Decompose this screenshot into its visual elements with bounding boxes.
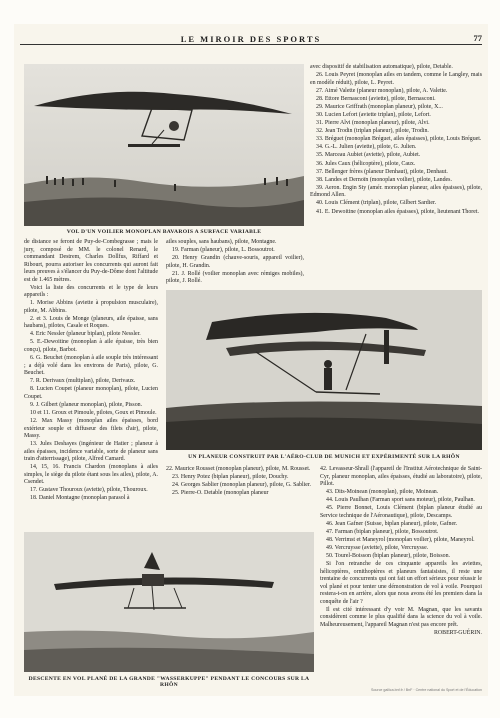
magazine-title: LE MIROIR DES SPORTS xyxy=(180,34,322,44)
paragraph: 47. Farman (biplan planeur), pilote, Bossoutrot. xyxy=(326,528,439,535)
header-rule xyxy=(20,44,482,45)
paragraph: 27. Aimé Valette (planeur monoplan), pilote, A. Valette. xyxy=(316,87,448,94)
paragraph: 1. Morise Abbins (aviette à propulsion musculaire), pilote, M. Abbins. xyxy=(24,300,158,314)
paragraph: 2. et 3. Louis de Monge (planeurs, aile épaisse, sans haubans), pilotes, Casale et Roques. xyxy=(24,315,158,330)
paragraph: 10 et 11. Groux et Pimoule, pilotes, Goux et Pimoule. xyxy=(30,409,157,416)
paragraph: 21. J. Rollé (voilier monoplan avec rémiges mobiles), pilote, J. Rollé. xyxy=(166,270,304,285)
paragraph: ailes souples, sans haubans), pilote, Montagne. xyxy=(166,239,277,245)
paragraph: 50. Tourel-Boisson (biplan planeur), pilote, Boisson. xyxy=(326,553,450,560)
paragraph: 45. Pierre Bonnet, Louis Clément (biplan planeur étudié au Service technique de l'Aéronautique), pilote, Descamps. xyxy=(320,505,482,519)
author-signature: ROBERT-GUÉRIN. xyxy=(433,630,482,637)
paragraph: 18. Daniel Montagne (monoplan parasol à xyxy=(30,495,130,502)
paragraph: 26. Louis Peyret (monoplan ailes en tandem, comme le Langley, mais en modèle réduit), pilote, L. Peyret. xyxy=(310,72,482,86)
paragraph: 6. G. Beuchet (monoplan à aile souple très intéressant ; a déjà volé dans les environs de Paris), pilote, G. Beuchet. xyxy=(24,355,158,377)
paragraph: 20. Henry Grandin (chauve-souris, appareil voilier), pilote, H. Grandin. xyxy=(166,255,304,269)
paragraph: 33. Bréguet (monoplan Bréguet, ailes épaisses), pilote, Louis Bréguet. xyxy=(316,136,482,143)
paragraph: avec dispositif de stabilisation automatique), pilote, Detable. xyxy=(310,64,453,70)
paragraph: 36. Jules Caux (hélicoptère), pilote, Caux. xyxy=(316,160,416,167)
photo-munich-glider xyxy=(166,290,482,450)
paragraph: 17. Gustave Thouroux (aviette), pilote, Thouroux. xyxy=(30,487,148,494)
paragraph: 34. G.-L. Julien (aviette), pilote, G. Julien. xyxy=(316,144,417,151)
paragraph: 44. Louis Paulhan (Farman sport sans moteur), pilote, Paulhan. xyxy=(326,497,475,504)
text-column-right-top xyxy=(310,64,482,217)
paragraph: 14, 15, 16. Francis Chardon (monoplans à ailes simples, le siège du pilote étant sous les ailes), pilote, A. Csendet. xyxy=(24,464,158,486)
paragraph: 32. Jean Trodin (triplan planeur), pilote, Trodin. xyxy=(316,128,429,135)
text-column-left xyxy=(24,239,158,504)
caption-top: VOL D'UN VOILIER MONOPLAN BAVAROIS A SURFACE VARIABLE xyxy=(66,229,262,235)
paragraph: Si l'on retranche de ces cinquante appareils les aviettes, hélicoptères, ornithoptères et planeurs fantaisistes, il reste une trentaine de concurrents qui ont fait un effort sérieux pour réussir le vol plané et pour tenter une démonstration de vol à voile. Pourquoi restera-t-on en arrière, alors que nous avons été les premiers dans la conquête de l'air ? xyxy=(320,561,482,605)
paragraph: 24. Georges Sablier (monoplan planeur), pilote, G. Sablier. xyxy=(172,482,311,489)
paragraph: 37. Bellenger frères (planeur Denhaut), pilote, Denhaut. xyxy=(316,168,448,175)
page-number: 77 xyxy=(473,33,482,43)
paragraph: 12. Max Massy (monoplan ailes épaisses, bord extérieur souple et diffuseur des filets d'air), pilote, Massy. xyxy=(24,418,158,440)
paragraph: 23. Henry Potez (biplan planeur), pilote, Douchy. xyxy=(172,474,289,481)
paragraph: 38. Landes et Dernoïn (monoplan voilier), pilote, Landes. xyxy=(316,176,452,183)
paragraph: 46. Jean Gafner (Suisse, biplan planeur), pilote, Gafner. xyxy=(326,520,458,527)
paragraph: 13. Jules Deshayes (ingénieur de Hatier ; planeur à ailes épaisses, incidence variable, sorte de planeur sans train d'atterrissage), pilote, Alfred Camard. xyxy=(24,441,158,463)
paragraph: 8. Lucien Coupet (planeur monoplan), pilote, Lucien Coupet. xyxy=(24,386,158,400)
photo-bavarian-glider xyxy=(24,64,304,226)
paragraph: 25. Pierre-O. Detable (monoplan planeur xyxy=(172,490,269,497)
paragraph: 41. E. Dewoitine (monoplan ailes épaisses), pilote, lieutenant Thoret. xyxy=(316,208,479,215)
text-column-middle-bottom xyxy=(166,466,314,498)
paragraph: 49. Vercruysse (aviette), pilote, Vercruysse. xyxy=(326,545,429,552)
paragraph: 39. Aeron. Engin Sty (amér. monoplan planeur, ailes épaisses), pilote, Edmond Allen. xyxy=(310,184,482,199)
caption-middle: UN PLANEUR CONSTRUIT PAR L'AÉRO-CLUB DE MUNICH ET EXPÉRIMENTÉ SUR LA RHÔN xyxy=(188,454,460,460)
magazine-page xyxy=(14,24,488,696)
paragraph: 30. Lucien Lefort (aviette triplan), pilote, Lefort. xyxy=(316,111,431,118)
source-footer: Source gallica.bnf.fr / BnF · Centre national du Sport et de l'Éducation xyxy=(371,688,482,692)
paragraph: 29. Maurice Griffrath (monoplan planeur), pilote, X... xyxy=(316,103,443,110)
paragraph: Voici la liste des concurrents et le type de leurs appareils : xyxy=(24,284,158,299)
photo-wasserkuppe-descent xyxy=(24,532,314,672)
paragraph: 31. Pierre Alvi (monoplan planeur), pilote, Alvi. xyxy=(316,120,430,127)
caption-bottom: DESCENTE EN VOL PLANÉ DE LA GRANDE "WASSERKUPPE" PENDANT LE CONCOURS SUR LA RHÔN xyxy=(28,676,310,688)
paragraph: 35. Marceau Aubiet (aviette), pilote, Aubiet. xyxy=(316,152,421,159)
paragraph: 19. Farman (planeur), pilote, L. Bossoutrot. xyxy=(172,247,275,254)
paragraph: 40. Louis Clément (triplan), pilote, Gilbert Sardier. xyxy=(316,200,437,207)
paragraph: Il est cité intéressant d'y voir M. Magnan, que les savants considèrent comme le plus qualifié dans la science du vol à voile. Malheureusement, l'appareil Magnan n'est pas encore prêt. xyxy=(320,606,482,628)
paragraph: 7. R. Derivaux (multiplan), pilote, Derivaux. xyxy=(30,378,136,385)
paragraph: 22. Maurice Rousset (monoplan planeur), pilote, M. Rousset. xyxy=(166,466,311,472)
text-column-right-bottom xyxy=(320,466,482,638)
paragraph: 28. Ettore Bernasconi (aviette), pilote, Bernasconi. xyxy=(316,95,436,102)
paragraph: 43. Dits-Moinean (monoplan), pilote, Moinean. xyxy=(326,489,439,496)
paragraph: 48. Verrimst et Maneyrol (monoplan voilier), pilote, Maneyrol. xyxy=(326,537,475,544)
paragraph: de distance se feront de Puy-de-Combegrasse ; mais le jury, composé de MM. le colonel Renard, le commandant Destrem, Charles Dollfus, Riffard et Ribourt, pourra autoriser les concurrents qui auront fait leurs preuves à s'élancer du Puy-de-Dôme dont l'altitude est de 1.465 mètres. xyxy=(24,239,158,283)
paragraph: 4. Eric Nessler (planeur biplan), pilote Nessler. xyxy=(30,331,141,338)
text-column-middle-top xyxy=(166,239,304,286)
paragraph: 42. Levasseur-Shrall (l'appareil de l'Institut Aérotechnique de Saint-Cyr, planeur monoplan, ailes épaisses, étudié au laboratoire), pilote, Pillot. xyxy=(320,466,482,487)
paragraph: 5. E.-Dewoitine (monoplan à aile épaisse, très bien conçu), pilote, Barbot. xyxy=(24,339,158,353)
paragraph: 9. J. Gilbert (planeur monoplan), pilote, Pisson. xyxy=(30,401,143,408)
